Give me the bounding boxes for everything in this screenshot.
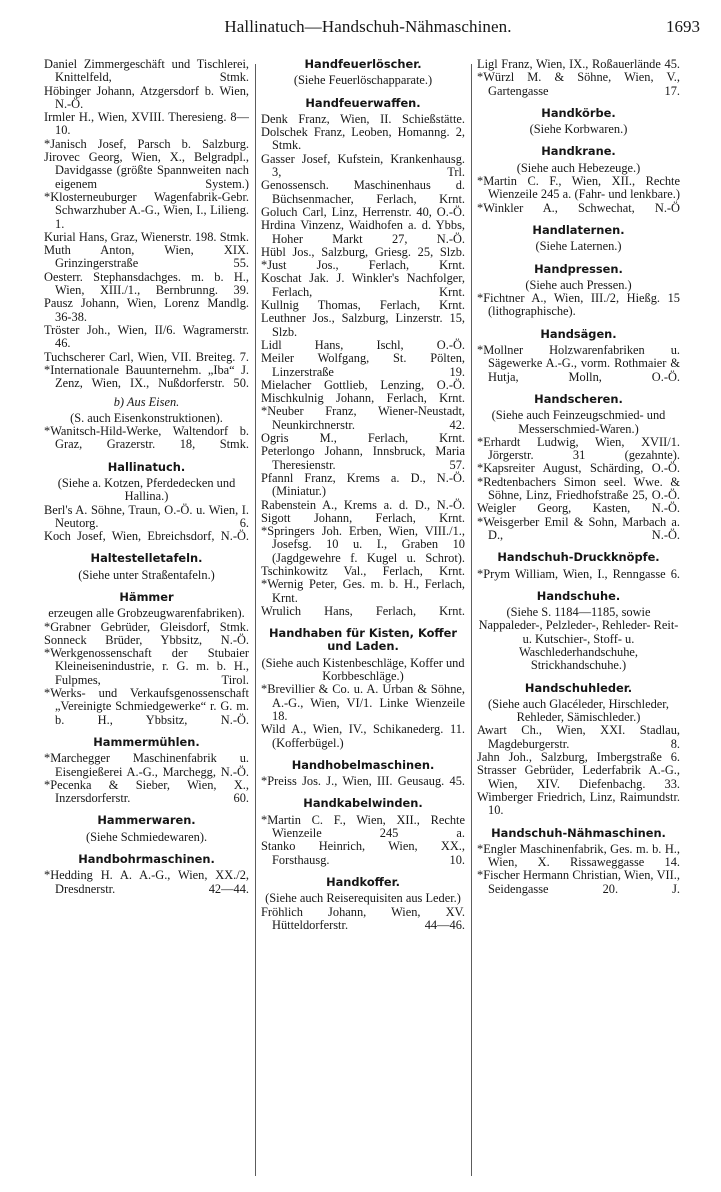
directory-entry: Irmler H., Wien, XVIII. Theresieng. 8—10. (44, 110, 249, 138)
directory-entry: *Klosterneuburger Wagenfabrik-Gebr. Schwarzhuber A.-G., Wien, I., Lilieng. 1. (44, 189, 249, 231)
section-heading: Handlaternen. (532, 222, 625, 237)
cross-reference-note: (Siehe Korbwaren.) (529, 122, 628, 137)
section-heading: Handbohrmaschinen. (78, 852, 215, 867)
column-middle (261, 58, 465, 1176)
directory-entry: Goluch Carl, Linz, Herrenstr. 40, O.-Ö. (261, 204, 465, 219)
cross-reference-note: (Siehe a. Kotzen, Pferdedecken und Hallina.) (57, 475, 236, 504)
cross-reference-note: (Siehe Feuerlöschapparate.) (293, 73, 433, 88)
directory-entry: Fröhlich Johann, Wien, XV. Hütteldorferstr. 44—46. (261, 904, 465, 932)
running-title: Hallinatuch—Handschuh-Nähmaschinen. (224, 17, 512, 36)
directory-entry: Lidl Hans, Ischl, O.-Ö. (261, 337, 465, 352)
directory-entry: *Janisch Josef, Parsch b. Salzburg. (44, 136, 249, 151)
directory-entry: Gasser Josef, Kufstein, Krankenhausg. 3, Trl. (261, 151, 465, 180)
section-heading: Handkrane. (541, 144, 616, 159)
directory-entry: Pfannl Franz, Krems a. D., N.-Ö. (Miniatur.) (261, 470, 465, 499)
cross-reference-note: (Siehe auch Pressen.) (525, 277, 632, 292)
page-header (36, 7, 700, 47)
directory-entry: Sonneck Brüder, Ybbsitz, N.-Ö. (44, 632, 249, 647)
section-heading: Handfeuerlöscher. (304, 58, 422, 71)
directory-entry: *Brevillier & Co. u. A. Urban & Söhne, A.-G., Wien, VI/1. Linke Wienzeile 18. (261, 682, 465, 723)
directory-entry: Dolschek Franz, Leoben, Homanng. 2, Stmk. (261, 125, 465, 153)
section-heading: Handkoffer. (326, 874, 400, 889)
directory-entry: *Erhardt Ludwig, Wien, XVII/1. Jörgerstr. 31 (gezahnte). (477, 434, 680, 463)
directory-entry: *Wernig Peter, Ges. m. b. H., Ferlach, Krnt. (261, 577, 465, 605)
directory-entry: Höbinger Johann, Atzgersdorf b. Wien, N.-Ö. (44, 83, 249, 111)
directory-entry: *Werkgenossenschaft der Stubaier Kleineisenindustrie, r. G. m. b. H., Fulpmes, Tirol. (44, 646, 249, 687)
directory-entry: *Springers Joh. Erben, Wien, VIII./1., Josefsg. 10 u. I., Graben 10 (Jagdgewehre f. Kugel u. Schrot). (261, 524, 465, 565)
directory-entry: Denk Franz, Wien, II. Schießstätte. (261, 111, 465, 126)
section-heading: Handschuhleder. (524, 680, 633, 695)
directory-entry: *Hedding H. A. A.-G., Wien, XX./2, Dresdnerstr. 42—44. (44, 868, 249, 896)
directory-entry: *Wanitsch-Hild-Werke, Waltendorf b. Graz, Grazerstr. 18, Stmk. (44, 424, 249, 452)
directory-entry: *Mollner Holzwarenfabriken u. Sägewerke A.-G., vorm. Rothmaier & Hutja, Molln, O.-Ö. (477, 343, 680, 384)
directory-entry: Hübl Jos., Salzburg, Griesg. 25, Slzb. (261, 244, 465, 259)
directory-entry: *Preiss Jos. J., Wien, III. Geusaug. 45. (261, 774, 465, 789)
directory-entry: *Werks- und Verkaufsgenossenschaft „Vereinigte Schmiedgewerke“ r. G. m. b. H., Ybbsitz, N.-Ö. (44, 686, 249, 727)
directory-entry: Ogris M., Ferlach, Krnt. (261, 431, 465, 446)
directory-entry: Rabenstein A., Krems a. d. D., N.-Ö. (261, 497, 465, 512)
directory-entry: Koschat Jak. J. Winkler's Nachfolger, Ferlach, Krnt. (261, 271, 465, 299)
cross-reference-note: (Siehe auch Hebezeuge.) (516, 160, 641, 175)
directory-entry: Weigler Georg, Kasten, N.-Ö. (477, 501, 680, 516)
directory-entry: *Marchegger Maschinenfabrik u. Eisengießerei A.-G., Marchegg, N.-Ö. (44, 751, 249, 779)
directory-entry: Tschinkowitz Val., Ferlach, Krnt. (261, 563, 465, 578)
directory-entry: Pausz Johann, Wien, Lorenz Mandlg. 36-38. (44, 296, 249, 324)
directory-entry: *Fichtner A., Wien, III./2, Hießg. 15 (lithographische). (477, 291, 680, 319)
directory-entry: Jahn Joh., Salzburg, Imbergstraße 6. (477, 750, 680, 765)
directory-entry: Hrdina Vinzenz, Waidhofen a. d. Ybbs, Hoher Markt 27, N.-Ö. (261, 218, 465, 246)
directory-entry: *Weisgerber Emil & Sohn, Marbach a. D., N.-Ö. (477, 514, 680, 542)
directory-entry: *Martin C. F., Wien, XII., Rechte Wienzeile 245 a. (261, 812, 465, 841)
directory-entry: Genossensch. Maschinenhaus d. Büchsenmacher, Ferlach, Krnt. (261, 178, 465, 206)
cross-reference-note: (Siehe Schmiedewaren). (85, 829, 208, 844)
section-heading: Handkörbe. (541, 105, 616, 120)
directory-entry: Kurial Hans, Graz, Wienerstr. 198. Stmk. (44, 229, 249, 244)
section-heading: Handfeuerwaffen. (305, 95, 421, 110)
section-heading: Handschuh-Druckknöpfe. (497, 550, 660, 565)
directory-entry: Peterlongo Johann, Innsbruck, Maria Theresienstr. 57. (261, 444, 465, 472)
directory-entry: Stanko Heinrich, Wien, XX., Forsthausg. 10. (261, 839, 465, 867)
column-right (477, 58, 680, 1176)
directory-entry: Mielacher Gottlieb, Lenzing, O.-Ö. (261, 377, 465, 392)
directory-entry: Oesterr. Stephansdachges. m. b. H., Wien, XIII./1., Bernbrunng. 39. (44, 269, 249, 298)
directory-entry: *Just Jos., Ferlach, Krnt. (261, 258, 465, 273)
directory-entry: Wimberger Friedrich, Linz, Raimundstr. 10. (477, 789, 680, 818)
directory-entry: Meiler Wolfgang, St. Pölten, Linzerstraße 19. (261, 351, 465, 379)
directory-entry: *Pecenka & Sieber, Wien, X., Inzersdorferstr. 60. (44, 777, 249, 806)
section-heading: Hallinatuch. (107, 459, 186, 474)
directory-entry: Mischkulnig Johann, Ferlach, Krnt. (261, 391, 465, 406)
directory-entry: Leuthner Jos., Salzburg, Linzerstr. 15, Slzb. (261, 311, 465, 339)
section-heading: Handschuh-Nähmaschinen. (491, 825, 666, 840)
section-heading: Handschuhe. (536, 588, 621, 603)
directory-entry: *Winkler A., Schwechat, N.-Ö (477, 200, 680, 215)
directory-entry: *Neuber Franz, Wiener-Neustadt, Neunkirchnerstr. 42. (261, 404, 465, 432)
section-heading: Hammerwaren. (97, 813, 196, 828)
section-heading: Hämmer (119, 589, 174, 604)
section-heading: Handscheren. (534, 391, 623, 406)
directory-entry: Strasser Gebrüder, Lederfabrik A.-G., Wien, XIV. Diefenbachg. 33. (477, 763, 680, 791)
directory-entry: Awart Ch., Wien, XXI. Stadlau, Magdeburgerstr. 8. (477, 723, 680, 751)
cross-reference-note: (Siehe S. 1184—1185, sowie Nappaleder-, Pelzleder-, Rehleder- Reit- u. Kutschier-, Stoff- u. Waschlederhandschuhe, Strickhandschuhe.) (478, 605, 679, 673)
directory-entry: *Martin C. F., Wien, XII., Rechte Wienzeile 245 a. (Fahr- und lenkbare.) (477, 174, 680, 202)
section-heading: Haltestelletafeln. (90, 551, 203, 566)
section-heading: Handhaben für Kisten, Koffer und Laden. (269, 626, 457, 654)
cross-reference-note: (Siehe auch Kistenbeschläge, Koffer und Korbbeschläge.) (261, 655, 465, 684)
directory-entry: *Prym William, Wien, I., Renngasse 6. (477, 566, 680, 581)
subsection-label: b) Aus Eisen. (113, 395, 180, 410)
directory-entry: Ligl Franz, Wien, IX., Roßauerlände 45. (477, 58, 680, 71)
cross-reference-note: (S. auch Eisenkonstruktionen). (70, 410, 223, 425)
directory-entry: Tröster Joh., Wien, II/6. Wagramerstr. 46. (44, 322, 249, 351)
column-divider (255, 64, 256, 1176)
cross-reference-note: erzeugen alle Grobzeugwarenfabriken). (48, 606, 245, 621)
page-number: 1693 (666, 17, 700, 36)
cross-reference-note: (Siehe auch Feinzeugschmied- und Messerschmied-Waren.) (491, 408, 666, 436)
directory-entry: Daniel Zimmergeschäft und Tischlerei, Knittelfeld, Stmk. (44, 58, 249, 85)
directory-entry: *Internationale Bauunternehm. „Iba“ J. Zenz, Wien, IX., Nußdorferstr. 50. (44, 362, 249, 391)
directory-entry: *Kapsreiter August, Schärding, O.-Ö. (477, 461, 680, 476)
cross-reference-note: (Siehe auch Reiserequisiten aus Leder.) (265, 891, 461, 906)
directory-entry: Wrulich Hans, Ferlach, Krnt. (261, 603, 465, 618)
section-heading: Handhobelmaschinen. (291, 757, 435, 772)
cross-reference-note: (Siehe unter Straßentafeln.) (78, 567, 215, 582)
directory-entry: Muth Anton, Wien, XIX. Grinzingerstraße 55. (44, 243, 249, 271)
section-heading: Handpressen. (534, 261, 623, 276)
directory-entry: Kullnig Thomas, Ferlach, Krnt. (261, 298, 465, 313)
section-heading: Hammermühlen. (93, 734, 200, 749)
section-heading: Handkabelwinden. (303, 796, 423, 811)
cross-reference-note: (Siehe Laternen.) (535, 239, 622, 254)
directory-entry: *Grabner Gebrüder, Gleisdorf, Stmk. (44, 619, 249, 634)
directory-entry: Wild A., Wien, IV., Schikanederg. 11. (Kofferbügel.) (261, 722, 465, 750)
directory-entry: Sigott Johann, Ferlach, Krnt. (261, 510, 465, 525)
column-divider (471, 64, 472, 1176)
directory-entry: Tuchscherer Carl, Wien, VII. Breiteg. 7. (44, 349, 249, 364)
directory-entry: Jirovec Georg, Wien, X., Belgradpl., Davidgasse (größte Spannweiten nach eigenem System.) (44, 150, 249, 191)
column-left (44, 58, 249, 1176)
directory-entry: Koch Josef, Wien, Ebreichsdorf, N.-Ö. (44, 529, 249, 544)
directory-entry: *Würzl M. & Söhne, Wien, V., Gartengasse 17. (477, 70, 680, 98)
section-heading: Handsägen. (540, 326, 617, 341)
directory-entry: Berl's A. Söhne, Traun, O.-Ö. u. Wien, I. Neutorg. 6. (44, 502, 249, 530)
directory-entry: *Fischer Hermann Christian, Wien, VII., Seidengasse 20. J. (477, 868, 680, 896)
directory-entry: *Engler Maschinenfabrik, Ges. m. b. H., Wien, X. Rissaweggasse 14. (477, 841, 680, 870)
cross-reference-note: (Siehe auch Glacéleder, Hirschleder, Rehleder, Sämischleder.) (488, 696, 669, 725)
directory-entry: *Redtenbachers Simon seel. Wwe. & Söhne, Linz, Friedhofstraße 25, O.-Ö. (477, 474, 680, 503)
